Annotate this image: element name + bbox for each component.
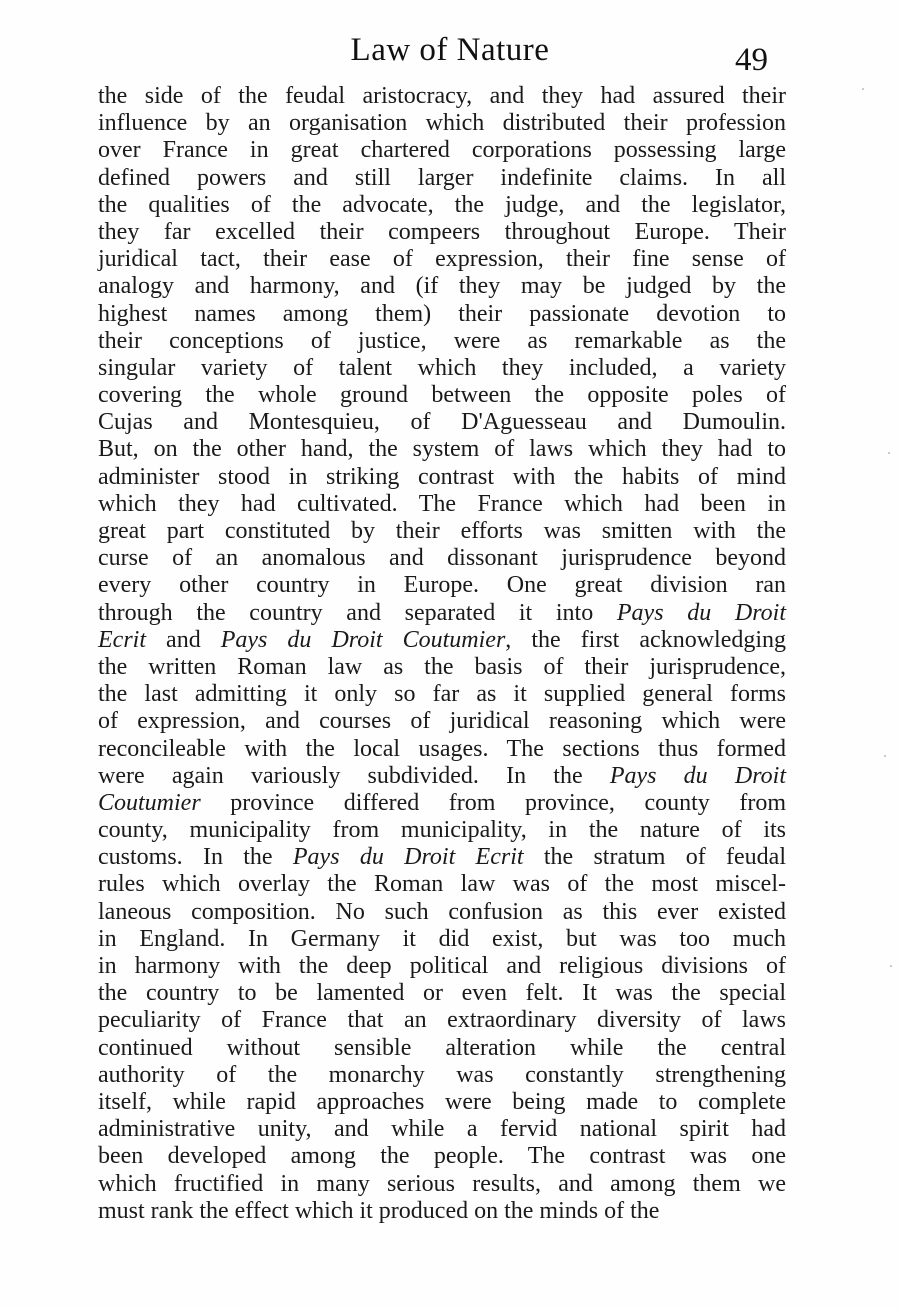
text-run: administrative unity, and while a fervid national spirit had (98, 1116, 786, 1143)
text-run: the stratum of feudal (523, 844, 787, 871)
text-run: reconcileable with the local usages. The sections thus formed (98, 735, 786, 762)
text-line (98, 1171, 786, 1198)
body-text (98, 83, 786, 1225)
text-line (98, 1062, 786, 1089)
italic-term: Pays du Droit Coutumier (220, 626, 506, 653)
text-run: the country to be lamented or even felt. It was the special (98, 980, 786, 1007)
text-line (98, 844, 786, 871)
italic-term: Pays du Droit (616, 599, 786, 626)
text-line (98, 1007, 786, 1034)
text-run: rules which overlay the Roman law was of the most miscel- (98, 871, 786, 898)
text-line (98, 382, 786, 409)
italic-term: Pays du Droit Ecrit (292, 844, 524, 871)
text-line (98, 572, 786, 599)
text-line (98, 273, 786, 300)
text-run: Cujas and Montesquieu, of D'Aguesseau and Dumoulin. (98, 409, 786, 436)
text-run: influence by an organisation which distributed their profession (98, 110, 786, 137)
text-line (98, 328, 786, 355)
text-run: highest names among them) their passionate devotion to (98, 300, 786, 327)
text-run: itself, while rapid approaches were being made to complete (98, 1088, 786, 1115)
text-run: were again variously subdivided. In the (98, 762, 610, 789)
text-run: of expression, and courses of juridical reasoning which were (98, 708, 786, 735)
text-line (98, 681, 786, 708)
text-run: analogy and harmony, and (if they may be judged by the (98, 273, 786, 300)
text-run: in England. In Germany it did exist, but was too much (98, 925, 786, 952)
text-run: the side of the feudal aristocracy, and they had assured their (98, 83, 786, 109)
text-run: they far excelled their compeers throughout Europe. Their (98, 218, 786, 245)
text-run: must rank the effect which it produced on the minds of the (98, 1197, 660, 1224)
page-number: 49 (735, 42, 768, 78)
text-line (98, 301, 786, 328)
text-run: defined powers and still larger indefinite claims. In all (98, 164, 786, 191)
text-run: authority of the monarchy was constantly strengthening (98, 1061, 786, 1088)
text-run: and (146, 626, 221, 653)
text-line (98, 1116, 786, 1143)
text-line (98, 817, 786, 844)
text-run: administer stood in striking contrast with the habits of mind (98, 463, 786, 490)
text-line (98, 600, 786, 627)
text-line (98, 871, 786, 898)
text-line (98, 491, 786, 518)
text-line (98, 436, 786, 463)
text-run: , the first acknowledging (505, 626, 787, 653)
text-line (98, 790, 786, 817)
text-line (98, 953, 786, 980)
text-run: But, on the other hand, the system of laws which they had to (98, 436, 786, 463)
text-run: been developed among the people. The contrast was one (98, 1143, 786, 1170)
running-head-title: Law of Nature (350, 32, 550, 68)
text-line (98, 219, 786, 246)
italic-term: Coutumier (98, 789, 201, 816)
text-run: over France in great chartered corporations possessing large (98, 137, 786, 164)
text-run: every other country in Europe. One great division ran (98, 572, 786, 599)
scan-speck (884, 755, 886, 757)
text-line (98, 736, 786, 763)
text-run: covering the whole ground between the opposite poles of (98, 382, 786, 409)
text-run: their conceptions of justice, were as remarkable as the (98, 327, 786, 354)
text-line (98, 899, 786, 926)
text-line (98, 83, 786, 110)
text-run: the qualities of the advocate, the judge, and the legislator, (98, 191, 786, 218)
text-line (98, 165, 786, 192)
text-line (98, 192, 786, 219)
text-run: customs. In the (98, 844, 293, 871)
text-run: juridical tact, their ease of expression, their fine sense of (98, 246, 786, 273)
text-run: which fructified in many serious results, and among them we (98, 1170, 786, 1197)
text-run: peculiarity of France that an extraordinary diversity of laws (98, 1007, 786, 1034)
text-run: great part constituted by their efforts was smitten with the (98, 518, 786, 544)
text-run: through the country and separated it into (98, 599, 617, 626)
text-line (98, 137, 786, 164)
text-run: the last admitting it only so far as it supplied general forms (98, 681, 786, 708)
text-run: the written Roman law as the basis of their jurisprudence, (98, 653, 786, 680)
text-line (98, 1035, 786, 1062)
italic-term: Ecrit (98, 626, 146, 653)
italic-term: Pays du Droit (609, 762, 786, 789)
scan-speck (888, 452, 890, 454)
text-line (98, 355, 786, 382)
text-run: province differed from province, county from (200, 789, 786, 816)
text-run: continued without sensible alteration while the central (98, 1034, 786, 1061)
text-line (98, 627, 786, 654)
scan-speck (862, 88, 864, 90)
text-line (98, 980, 786, 1007)
text-line (98, 1143, 786, 1170)
text-run: which they had cultivated. The France which had been in (98, 490, 786, 517)
text-run: county, municipality from municipality, in the nature of its (98, 817, 786, 844)
text-line (98, 409, 786, 436)
text-line (98, 926, 786, 953)
text-run: curse of an anomalous and dissonant jurisprudence beyond (98, 545, 786, 572)
text-line (98, 545, 786, 572)
text-line (98, 1089, 786, 1116)
text-line (98, 518, 786, 545)
text-line (98, 654, 786, 681)
text-line (98, 464, 786, 491)
scan-speck (890, 965, 892, 967)
text-line (98, 1198, 786, 1225)
text-line (98, 708, 786, 735)
text-run: laneous composition. No such confusion as this ever existed (98, 898, 786, 925)
text-line (98, 110, 786, 137)
text-line (98, 763, 786, 790)
text-run: singular variety of talent which they included, a variety (98, 354, 786, 381)
text-run: in harmony with the deep political and religious divisions of (98, 953, 786, 979)
text-line (98, 246, 786, 273)
